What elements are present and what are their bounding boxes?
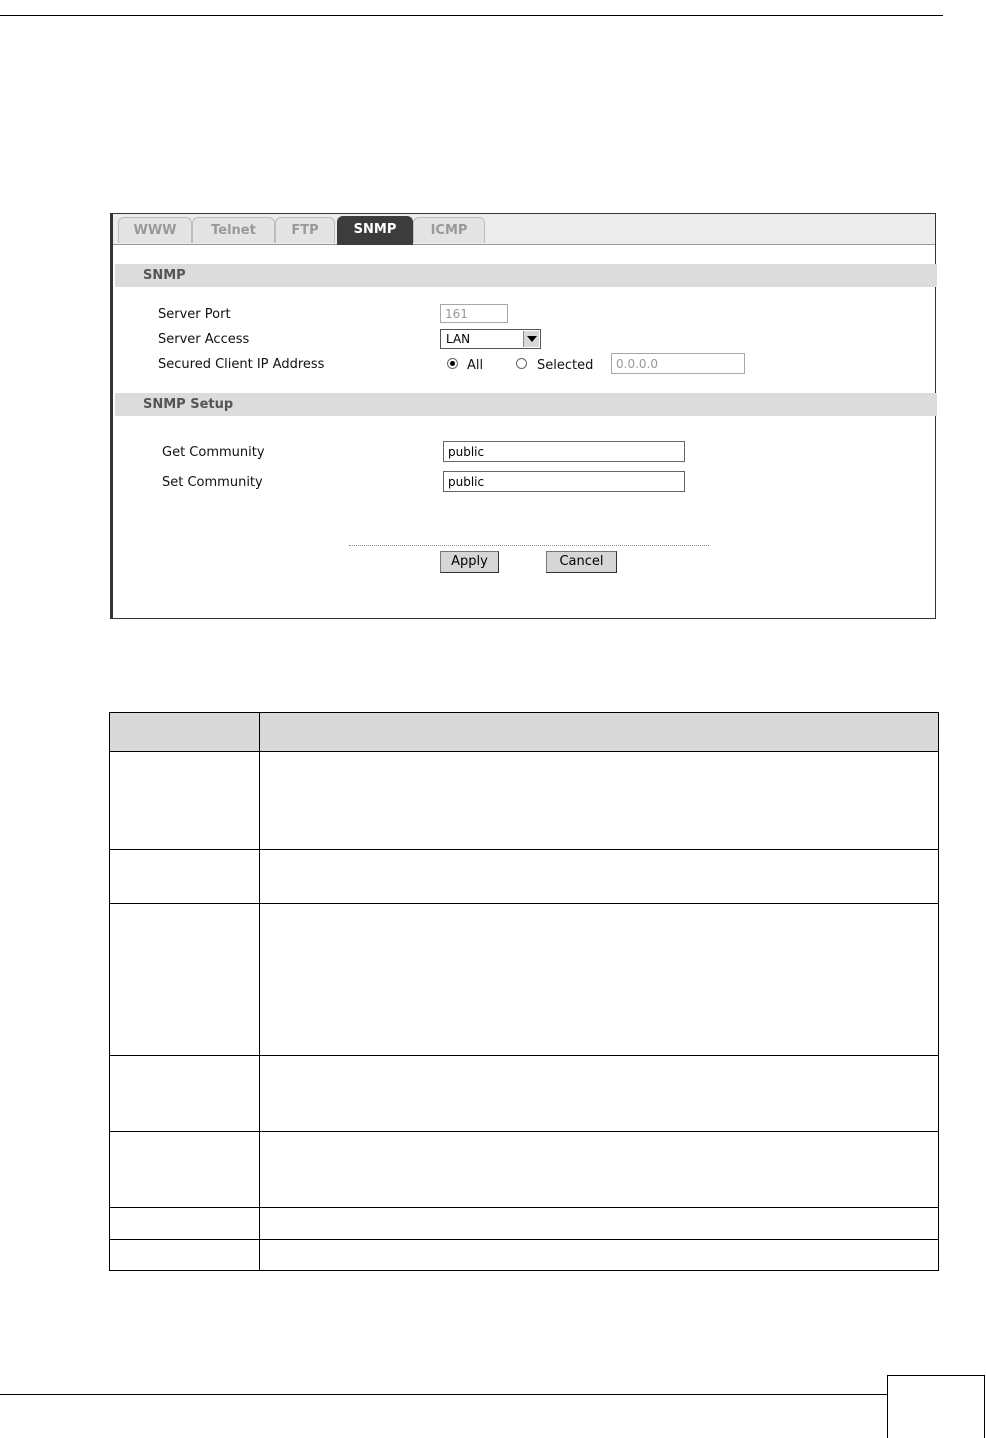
server-access-select[interactable] (440, 329, 541, 349)
server-access-value: LAN (446, 332, 471, 346)
button-divider (349, 545, 709, 546)
snmp-setup-section-title: SNMP Setup (143, 397, 234, 412)
radio-selected[interactable] (516, 358, 527, 369)
table-row-divider (110, 1239, 938, 1240)
field-description-table (109, 712, 939, 1271)
apply-button[interactable]: Apply (440, 551, 499, 573)
table-row-divider (110, 1131, 938, 1132)
snmp-section-header (115, 264, 937, 287)
tab-telnet[interactable]: Telnet (192, 217, 275, 243)
snmp-section-title: SNMP (143, 268, 186, 283)
tab-www[interactable]: WWW (118, 217, 192, 243)
get-community-label: Get Community (162, 445, 265, 460)
server-port-label: Server Port (158, 307, 231, 322)
radio-selected-label: Selected (537, 358, 594, 373)
tab-bar (113, 214, 935, 245)
selected-ip-input[interactable] (611, 353, 745, 374)
snmp-setup-section-header (115, 393, 937, 416)
cancel-button[interactable]: Cancel (546, 551, 617, 573)
server-access-label: Server Access (158, 332, 250, 347)
table-row-divider (110, 1207, 938, 1208)
table-column-divider (259, 713, 260, 1270)
table-header-row (110, 713, 938, 752)
tab-icmp[interactable]: ICMP (413, 217, 485, 243)
header-rule (0, 15, 943, 16)
table-row-divider (110, 1055, 938, 1056)
secured-client-ip-label: Secured Client IP Address (158, 357, 325, 372)
table-row-divider (110, 849, 938, 850)
tab-ftp[interactable]: FTP (275, 217, 335, 243)
radio-all[interactable] (447, 358, 458, 369)
server-port-input[interactable] (440, 304, 508, 323)
set-community-label: Set Community (162, 475, 263, 490)
set-community-input[interactable] (443, 471, 685, 492)
snmp-config-window (110, 213, 936, 619)
chevron-down-icon[interactable] (523, 331, 539, 347)
tab-snmp[interactable]: SNMP (337, 216, 413, 245)
footer-rule (0, 1394, 888, 1395)
get-community-input[interactable] (443, 441, 685, 462)
page-number-box (887, 1375, 985, 1438)
table-row-divider (110, 903, 938, 904)
radio-all-label: All (467, 358, 484, 373)
